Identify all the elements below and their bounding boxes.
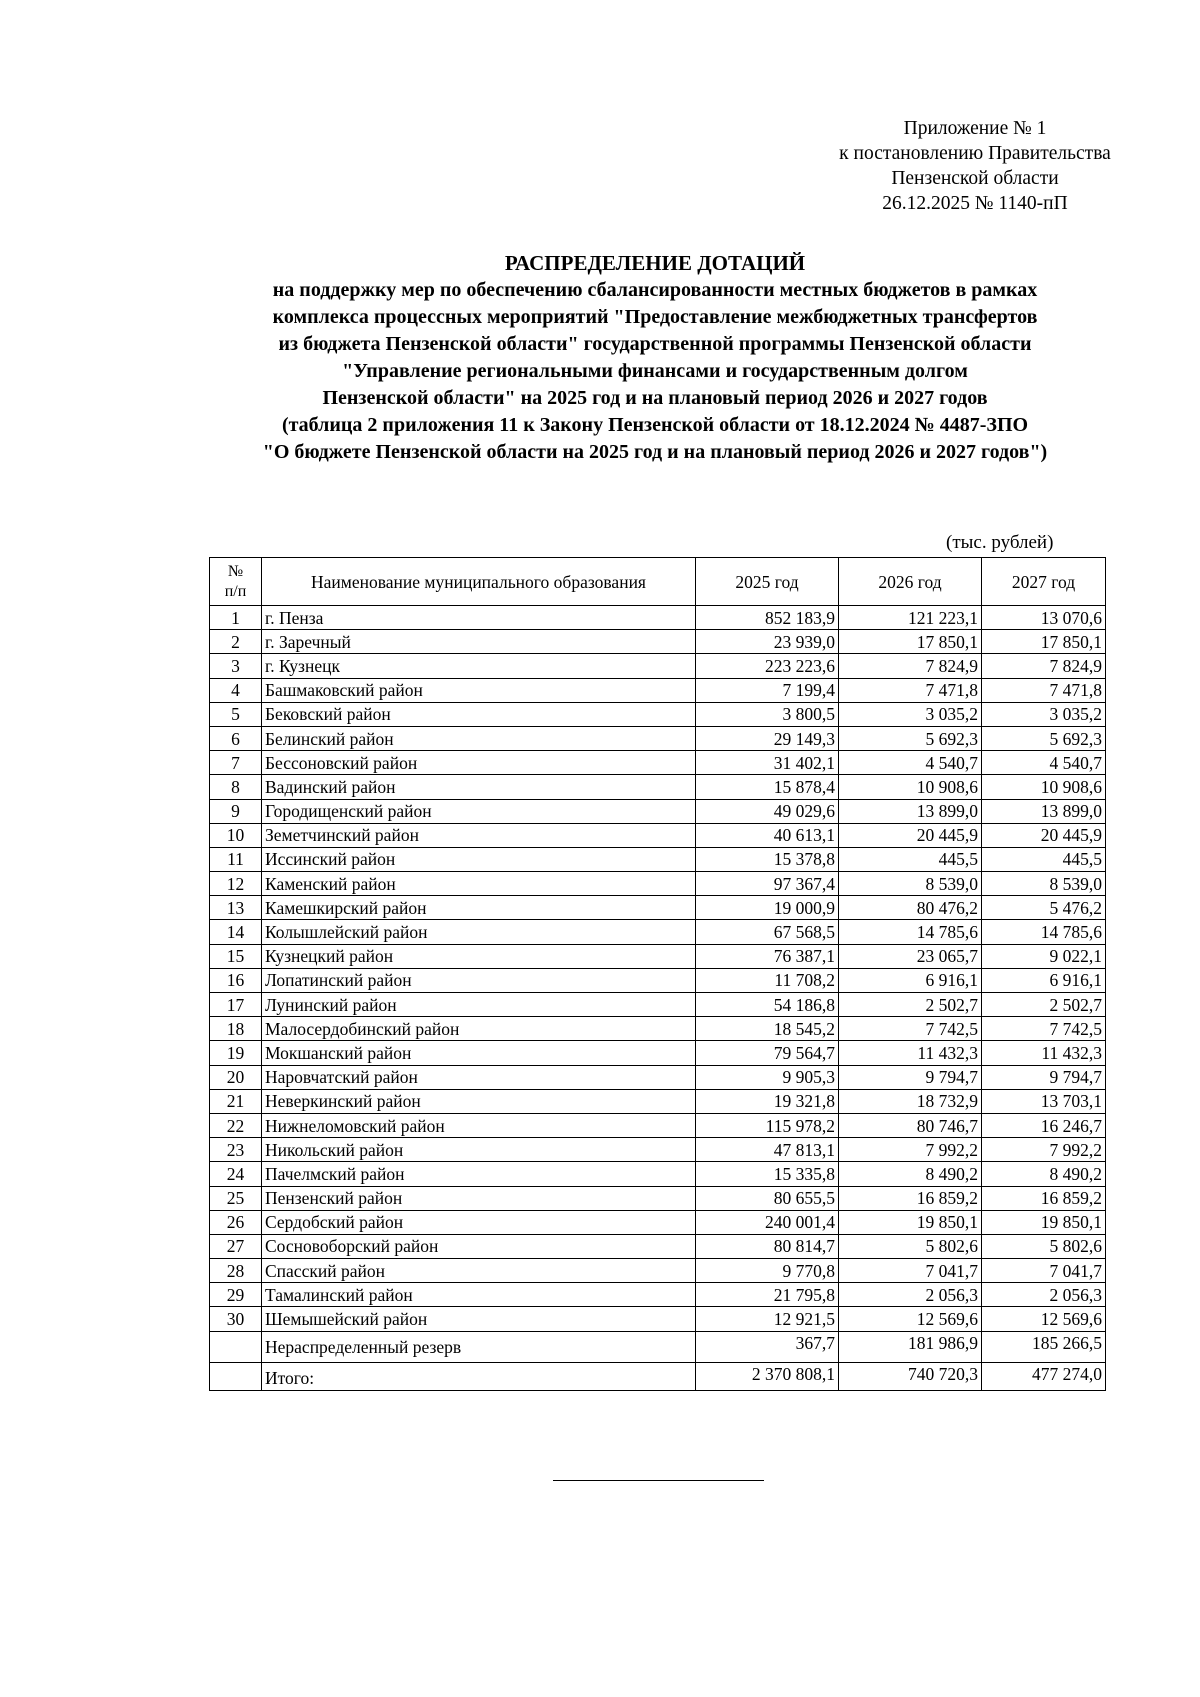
row-value-2027: 17 850,1 (982, 630, 1106, 654)
header-number: № п/п (210, 558, 262, 606)
title-line-5: Пензенской области" на 2025 год и на плановый период 2026 и 2027 годов (322, 387, 988, 409)
table-header-row (210, 558, 1106, 606)
reserve-number (210, 1331, 262, 1362)
appendix-resolution: к постановлению Правительства (839, 143, 1111, 164)
row-value-2025: 49 029,6 (696, 799, 839, 823)
total-2026: 740 720,3 (839, 1362, 982, 1390)
table-row (210, 1089, 1106, 1113)
end-rule-divider (553, 1480, 764, 1481)
row-name: Никольский район (262, 1138, 696, 1162)
row-value-2027: 7 041,7 (982, 1259, 1106, 1283)
table-row (210, 1283, 1106, 1307)
row-value-2027: 13 899,0 (982, 799, 1106, 823)
row-value-2025: 80 814,7 (696, 1234, 839, 1258)
row-name: Нижнеломовский район (262, 1113, 696, 1137)
row-value-2026: 2 056,3 (839, 1283, 982, 1307)
row-value-2027: 8 539,0 (982, 872, 1106, 896)
row-number: 5 (210, 702, 262, 726)
row-value-2026: 5 692,3 (839, 726, 982, 750)
appendix-number: Приложение № 1 (903, 118, 1047, 139)
row-value-2027: 19 850,1 (982, 1210, 1106, 1234)
table-row (210, 993, 1106, 1017)
row-name: Наровчатский район (262, 1065, 696, 1089)
title-line-1: на поддержку мер по обеспечению сбалансированности местных бюджетов в рамках (272, 279, 1038, 301)
row-value-2027: 16 246,7 (982, 1113, 1106, 1137)
title-line-4: "Управление региональными финансами и государственным долгом (342, 360, 968, 382)
row-name: Городищенский район (262, 799, 696, 823)
row-number: 13 (210, 896, 262, 920)
row-number: 6 (210, 726, 262, 750)
row-value-2025: 3 800,5 (696, 702, 839, 726)
row-number: 16 (210, 968, 262, 992)
row-name: Земетчинский район (262, 823, 696, 847)
row-name: Башмаковский район (262, 678, 696, 702)
table-row (210, 1186, 1106, 1210)
row-name: Сосновоборский район (262, 1234, 696, 1258)
row-name: г. Заречный (262, 630, 696, 654)
row-name: Шемышейский район (262, 1307, 696, 1331)
row-name: Камешкирский район (262, 896, 696, 920)
row-number: 26 (210, 1210, 262, 1234)
row-value-2026: 7 041,7 (839, 1259, 982, 1283)
row-value-2027: 13 703,1 (982, 1089, 1106, 1113)
table-row (210, 1065, 1106, 1089)
row-name: Сердобский район (262, 1210, 696, 1234)
reserve-2025: 367,7 (696, 1331, 839, 1362)
reserve-row (210, 1331, 1106, 1362)
row-value-2025: 12 921,5 (696, 1307, 839, 1331)
row-value-2025: 80 655,5 (696, 1186, 839, 1210)
row-value-2027: 445,5 (982, 847, 1106, 871)
total-row (210, 1362, 1106, 1390)
row-value-2027: 10 908,6 (982, 775, 1106, 799)
row-number: 24 (210, 1162, 262, 1186)
row-value-2027: 20 445,9 (982, 823, 1106, 847)
row-value-2027: 5 802,6 (982, 1234, 1106, 1258)
row-number: 20 (210, 1065, 262, 1089)
row-value-2027: 6 916,1 (982, 968, 1106, 992)
header-2025: 2025 год (696, 558, 839, 606)
row-value-2025: 97 367,4 (696, 872, 839, 896)
row-value-2025: 223 223,6 (696, 654, 839, 678)
total-2027: 477 274,0 (982, 1362, 1106, 1390)
table-row (210, 606, 1106, 630)
row-name: Мокшанский район (262, 1041, 696, 1065)
total-2025: 2 370 808,1 (696, 1362, 839, 1390)
row-value-2025: 29 149,3 (696, 726, 839, 750)
row-name: Неверкинский район (262, 1089, 696, 1113)
row-value-2025: 19 321,8 (696, 1089, 839, 1113)
row-name: Спасский район (262, 1259, 696, 1283)
row-value-2026: 19 850,1 (839, 1210, 982, 1234)
row-value-2026: 23 065,7 (839, 944, 982, 968)
row-name: Малосердобинский район (262, 1017, 696, 1041)
title-line-6: (таблица 2 приложения 11 к Закону Пензенской области от 18.12.2024 № 4487-ЗПО (281, 414, 1029, 436)
table-row (210, 1138, 1106, 1162)
row-value-2025: 9 770,8 (696, 1259, 839, 1283)
table-row (210, 872, 1106, 896)
row-value-2026: 3 035,2 (839, 702, 982, 726)
table-row (210, 1259, 1106, 1283)
appendix-header (790, 116, 1160, 216)
row-value-2026: 2 502,7 (839, 993, 982, 1017)
row-value-2025: 852 183,9 (696, 606, 839, 630)
row-name: Бековский район (262, 702, 696, 726)
header-2026: 2026 год (839, 558, 982, 606)
row-number: 23 (210, 1138, 262, 1162)
table-row (210, 630, 1106, 654)
row-value-2025: 19 000,9 (696, 896, 839, 920)
table-row (210, 968, 1106, 992)
row-value-2027: 8 490,2 (982, 1162, 1106, 1186)
table-row (210, 1210, 1106, 1234)
appendix-date-number: 26.12.2025 № 1140-пП (882, 193, 1068, 214)
row-value-2027: 7 742,5 (982, 1017, 1106, 1041)
row-name: Бессоновский район (262, 751, 696, 775)
row-number: 12 (210, 872, 262, 896)
header-2027: 2027 год (982, 558, 1106, 606)
row-value-2026: 80 476,2 (839, 896, 982, 920)
table-row (210, 944, 1106, 968)
row-value-2027: 5 692,3 (982, 726, 1106, 750)
table-row (210, 654, 1106, 678)
row-value-2025: 240 001,4 (696, 1210, 839, 1234)
table-row (210, 896, 1106, 920)
row-value-2025: 15 378,8 (696, 847, 839, 871)
reserve-2026: 181 986,9 (839, 1331, 982, 1362)
row-value-2025: 79 564,7 (696, 1041, 839, 1065)
row-value-2025: 9 905,3 (696, 1065, 839, 1089)
row-number: 19 (210, 1041, 262, 1065)
title-line-7: "О бюджете Пензенской области на 2025 год и на плановый период 2026 и 2027 годов") (262, 441, 1048, 463)
row-value-2025: 15 335,8 (696, 1162, 839, 1186)
row-value-2027: 5 476,2 (982, 896, 1106, 920)
subsidy-table (209, 557, 1106, 1391)
row-value-2026: 10 908,6 (839, 775, 982, 799)
row-name: Пачелмский район (262, 1162, 696, 1186)
table-row (210, 1113, 1106, 1137)
row-value-2027: 16 859,2 (982, 1186, 1106, 1210)
row-number: 17 (210, 993, 262, 1017)
table-row (210, 751, 1106, 775)
row-number: 2 (210, 630, 262, 654)
row-number: 4 (210, 678, 262, 702)
table-row (210, 775, 1106, 799)
table-row (210, 702, 1106, 726)
row-value-2025: 47 813,1 (696, 1138, 839, 1162)
row-name: Лунинский район (262, 993, 696, 1017)
header-name: Наименование муниципального образования (262, 558, 696, 606)
row-value-2025: 23 939,0 (696, 630, 839, 654)
row-value-2027: 9 794,7 (982, 1065, 1106, 1089)
row-value-2026: 8 539,0 (839, 872, 982, 896)
row-value-2026: 7 471,8 (839, 678, 982, 702)
table-row (210, 823, 1106, 847)
row-number: 25 (210, 1186, 262, 1210)
row-value-2026: 13 899,0 (839, 799, 982, 823)
row-number: 8 (210, 775, 262, 799)
row-value-2026: 7 824,9 (839, 654, 982, 678)
row-value-2025: 76 387,1 (696, 944, 839, 968)
row-number: 7 (210, 751, 262, 775)
table-row (210, 847, 1106, 871)
table-row (210, 1234, 1106, 1258)
row-number: 3 (210, 654, 262, 678)
row-value-2025: 15 878,4 (696, 775, 839, 799)
row-value-2027: 7 824,9 (982, 654, 1106, 678)
row-value-2025: 67 568,5 (696, 920, 839, 944)
row-value-2027: 7 471,8 (982, 678, 1106, 702)
row-number: 29 (210, 1283, 262, 1307)
row-name: Иссинский район (262, 847, 696, 871)
row-value-2027: 3 035,2 (982, 702, 1106, 726)
reserve-2027: 185 266,5 (982, 1331, 1106, 1362)
table-row (210, 726, 1106, 750)
row-value-2025: 7 199,4 (696, 678, 839, 702)
total-number (210, 1362, 262, 1390)
row-number: 18 (210, 1017, 262, 1041)
row-value-2027: 14 785,6 (982, 920, 1106, 944)
row-name: Кузнецкий район (262, 944, 696, 968)
row-value-2025: 18 545,2 (696, 1017, 839, 1041)
table-row (210, 920, 1106, 944)
appendix-region: Пензенской области (891, 168, 1059, 189)
row-name: Лопатинский район (262, 968, 696, 992)
row-value-2026: 9 794,7 (839, 1065, 982, 1089)
row-value-2025: 54 186,8 (696, 993, 839, 1017)
row-number: 1 (210, 606, 262, 630)
row-value-2027: 9 022,1 (982, 944, 1106, 968)
row-number: 21 (210, 1089, 262, 1113)
table-row (210, 799, 1106, 823)
row-value-2026: 17 850,1 (839, 630, 982, 654)
title-main: РАСПРЕДЕЛЕНИЕ ДОТАЦИЙ (504, 251, 806, 275)
row-name: г. Кузнецк (262, 654, 696, 678)
table-row (210, 1162, 1106, 1186)
row-value-2025: 31 402,1 (696, 751, 839, 775)
row-value-2026: 20 445,9 (839, 823, 982, 847)
row-name: Белинский район (262, 726, 696, 750)
table-row (210, 1307, 1106, 1331)
row-value-2027: 11 432,3 (982, 1041, 1106, 1065)
row-name: Пензенский район (262, 1186, 696, 1210)
row-number: 10 (210, 823, 262, 847)
row-value-2025: 40 613,1 (696, 823, 839, 847)
row-value-2026: 6 916,1 (839, 968, 982, 992)
table-row (210, 678, 1106, 702)
table-body (210, 606, 1106, 1332)
row-value-2026: 80 746,7 (839, 1113, 982, 1137)
table-row (210, 1017, 1106, 1041)
row-name: Вадинский район (262, 775, 696, 799)
row-value-2026: 7 742,5 (839, 1017, 982, 1041)
row-name: Колышлейский район (262, 920, 696, 944)
row-value-2027: 2 502,7 (982, 993, 1106, 1017)
units-label: (тыс. рублей) (946, 532, 1054, 553)
row-value-2027: 4 540,7 (982, 751, 1106, 775)
title-line-3: из бюджета Пензенской области" государственной программы Пензенской области (278, 333, 1032, 355)
row-value-2025: 115 978,2 (696, 1113, 839, 1137)
row-number: 14 (210, 920, 262, 944)
table-row (210, 1041, 1106, 1065)
row-number: 11 (210, 847, 262, 871)
row-number: 9 (210, 799, 262, 823)
reserve-name: Нераспределенный резерв (262, 1331, 696, 1362)
row-value-2027: 13 070,6 (982, 606, 1106, 630)
row-value-2026: 4 540,7 (839, 751, 982, 775)
row-name: Каменский район (262, 872, 696, 896)
row-number: 22 (210, 1113, 262, 1137)
row-value-2026: 18 732,9 (839, 1089, 982, 1113)
row-value-2026: 11 432,3 (839, 1041, 982, 1065)
total-name: Итого: (262, 1362, 696, 1390)
row-value-2025: 21 795,8 (696, 1283, 839, 1307)
row-value-2026: 7 992,2 (839, 1138, 982, 1162)
row-value-2026: 121 223,1 (839, 606, 982, 630)
row-value-2027: 12 569,6 (982, 1307, 1106, 1331)
row-value-2026: 16 859,2 (839, 1186, 982, 1210)
table-footer (210, 1331, 1106, 1390)
title-line-2: комплекса процессных мероприятий "Предоставление межбюджетных трансфертов (272, 306, 1038, 328)
row-value-2026: 8 490,2 (839, 1162, 982, 1186)
row-value-2026: 5 802,6 (839, 1234, 982, 1258)
row-value-2027: 2 056,3 (982, 1283, 1106, 1307)
row-value-2026: 12 569,6 (839, 1307, 982, 1331)
row-value-2027: 7 992,2 (982, 1138, 1106, 1162)
row-name: г. Пенза (262, 606, 696, 630)
row-number: 28 (210, 1259, 262, 1283)
row-number: 27 (210, 1234, 262, 1258)
row-value-2026: 445,5 (839, 847, 982, 871)
document-title (140, 250, 1170, 466)
row-value-2025: 11 708,2 (696, 968, 839, 992)
row-name: Тамалинский район (262, 1283, 696, 1307)
row-number: 15 (210, 944, 262, 968)
row-number: 30 (210, 1307, 262, 1331)
row-value-2026: 14 785,6 (839, 920, 982, 944)
